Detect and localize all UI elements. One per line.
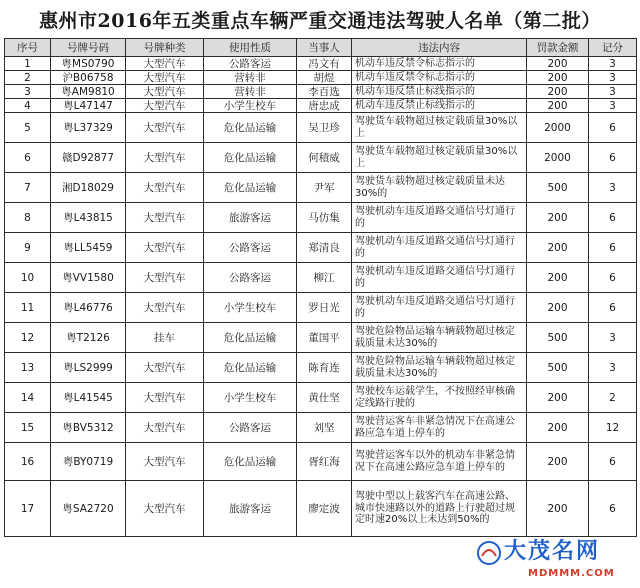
cell-index: 1: [5, 57, 51, 71]
cell-plate-number: 粤MS0790: [51, 57, 126, 71]
header-plate-type: 号牌种类: [126, 39, 204, 57]
cell-fine: 200: [527, 99, 589, 113]
cell-plate-number: 粤SA2720: [51, 481, 126, 537]
cell-driver: 胡煜: [297, 71, 352, 85]
cell-fine: 2000: [527, 113, 589, 143]
cell-usage: 公路客运: [204, 263, 297, 293]
watermark-site-name: 大茂名网: [504, 539, 601, 564]
cell-index: 15: [5, 413, 51, 443]
cell-violation: 驾驶营运客车以外的机动车非紧急情况下在高速公路应急车道上停车的: [352, 443, 527, 481]
cell-index: 8: [5, 203, 51, 233]
cell-index: 16: [5, 443, 51, 481]
cell-violation: 驾驶校车运载学生，不按照经审核确定线路行驶的: [352, 383, 527, 413]
cell-plate-type: 挂车: [126, 323, 204, 353]
cell-plate-number: 粤L41545: [51, 383, 126, 413]
cell-index: 6: [5, 143, 51, 173]
table-row: [5, 71, 637, 85]
cell-fine: 200: [527, 233, 589, 263]
cell-plate-number: 粤BV5312: [51, 413, 126, 443]
cell-plate-number: 粤LL5459: [51, 233, 126, 263]
cell-fine: 200: [527, 383, 589, 413]
cell-driver: 马仿集: [297, 203, 352, 233]
cell-violation: 机动车违反禁止标线指示的: [352, 85, 527, 99]
cell-index: 4: [5, 99, 51, 113]
table-row: [5, 353, 637, 383]
cell-violation: 驾驶机动车违反道路交通信号灯通行的: [352, 233, 527, 263]
cell-violation: 机动车违反禁令标志指示的: [352, 57, 527, 71]
cell-driver: 胥红海: [297, 443, 352, 481]
cell-driver: 董国平: [297, 323, 352, 353]
cell-fine: 200: [527, 413, 589, 443]
cell-index: 13: [5, 353, 51, 383]
cell-driver: 郑清良: [297, 233, 352, 263]
cell-driver: 柳江: [297, 263, 352, 293]
cell-points: 3: [589, 99, 637, 113]
cell-driver: 吴卫珍: [297, 113, 352, 143]
watermark-url: MDMMM.COM: [528, 568, 615, 579]
cell-points: 3: [589, 85, 637, 99]
cell-usage: 危化品运输: [204, 443, 297, 481]
cell-usage: 危化品运输: [204, 323, 297, 353]
cell-violation: 驾驶危险物品运输车辆载物超过核定载质量未达30%的: [352, 353, 527, 383]
cell-driver: 黄仕坚: [297, 383, 352, 413]
cell-index: 10: [5, 263, 51, 293]
header-index: 序号: [5, 39, 51, 57]
cell-fine: 200: [527, 481, 589, 537]
cell-fine: 500: [527, 173, 589, 203]
cell-violation: 驾驶机动车违反道路交通信号灯通行的: [352, 203, 527, 233]
cell-index: 11: [5, 293, 51, 323]
cell-fine: 200: [527, 57, 589, 71]
cell-violation: 驾驶营运客车非紧急情况下在高速公路应急车道上停车的: [352, 413, 527, 443]
cell-plate-number: 赣D92877: [51, 143, 126, 173]
cell-plate-type: 大型汽车: [126, 85, 204, 99]
cell-fine: 200: [527, 293, 589, 323]
table-row: [5, 233, 637, 263]
cell-violation: 驾驶危险物品运输车辆载物超过核定载质量未达30%的: [352, 323, 527, 353]
cell-driver: 李百选: [297, 85, 352, 99]
cell-usage: 危化品运输: [204, 353, 297, 383]
cell-usage: 小学生校车: [204, 383, 297, 413]
cell-usage: 公路客运: [204, 413, 297, 443]
cell-points: 3: [589, 57, 637, 71]
cell-usage: 危化品运输: [204, 113, 297, 143]
cell-points: 3: [589, 173, 637, 203]
cell-points: 6: [589, 263, 637, 293]
cell-index: 14: [5, 383, 51, 413]
cell-violation: 驾驶机动车违反道路交通信号灯通行的: [352, 293, 527, 323]
table-row: [5, 203, 637, 233]
table-row: [5, 293, 637, 323]
cell-plate-number: 粤T2126: [51, 323, 126, 353]
cell-points: 6: [589, 113, 637, 143]
cell-plate-type: 大型汽车: [126, 443, 204, 481]
violators-table: [4, 38, 637, 537]
cell-fine: 2000: [527, 143, 589, 173]
cell-violation: 驾驶货车载物超过核定载质量30%以上: [352, 143, 527, 173]
cell-plate-type: 大型汽车: [126, 293, 204, 323]
table-row: [5, 323, 637, 353]
cell-violation: 机动车违反禁令标志指示的: [352, 71, 527, 85]
cell-violation: 驾驶中型以上载客汽车在高速公路、城市快速路以外的道路上行驶超过规定时速20%以上未达到50%的: [352, 481, 527, 537]
table-body: [5, 57, 637, 537]
cell-driver: 陈育连: [297, 353, 352, 383]
cell-fine: 200: [527, 203, 589, 233]
cell-points: 3: [589, 353, 637, 383]
header-violation: 违法内容: [352, 39, 527, 57]
cell-usage: 危化品运输: [204, 143, 297, 173]
cell-plate-number: 粤L46776: [51, 293, 126, 323]
cell-usage: 营转非: [204, 71, 297, 85]
table-header-row: [5, 39, 637, 57]
table-row: [5, 57, 637, 71]
cell-fine: 200: [527, 85, 589, 99]
cell-plate-number: 粤L43815: [51, 203, 126, 233]
cell-violation: 驾驶机动车违反道路交通信号灯通行的: [352, 263, 527, 293]
cell-usage: 营转非: [204, 85, 297, 99]
cell-index: 17: [5, 481, 51, 537]
cell-plate-number: 粤VV1580: [51, 263, 126, 293]
cell-plate-type: 大型汽车: [126, 481, 204, 537]
cell-usage: 公路客运: [204, 233, 297, 263]
cell-fine: 500: [527, 323, 589, 353]
cell-driver: 刘坚: [297, 413, 352, 443]
cell-points: 3: [589, 323, 637, 353]
cell-usage: 旅游客运: [204, 481, 297, 537]
cell-index: 3: [5, 85, 51, 99]
cell-fine: 200: [527, 263, 589, 293]
cell-points: 6: [589, 203, 637, 233]
cell-usage: 公路客运: [204, 57, 297, 71]
cell-usage: 小学生校车: [204, 293, 297, 323]
cell-plate-type: 大型汽车: [126, 353, 204, 383]
cell-usage: 危化品运输: [204, 173, 297, 203]
cell-plate-type: 大型汽车: [126, 113, 204, 143]
cell-points: 12: [589, 413, 637, 443]
table-row: [5, 143, 637, 173]
cell-plate-number: 粤L47147: [51, 99, 126, 113]
cell-points: 3: [589, 71, 637, 85]
cell-plate-type: 大型汽车: [126, 99, 204, 113]
table-row: [5, 263, 637, 293]
cell-index: 7: [5, 173, 51, 203]
table-row: [5, 383, 637, 413]
cell-driver: 唐忠成: [297, 99, 352, 113]
table-row: [5, 481, 637, 537]
cell-index: 2: [5, 71, 51, 85]
cell-index: 5: [5, 113, 51, 143]
cell-index: 9: [5, 233, 51, 263]
site-watermark: [476, 534, 636, 586]
cell-points: 6: [589, 481, 637, 537]
cell-usage: 旅游客运: [204, 203, 297, 233]
cell-violation: 驾驶货车载物超过核定载质量未达30%的: [352, 173, 527, 203]
cell-plate-number: 粤BY0719: [51, 443, 126, 481]
cell-usage: 小学生校车: [204, 99, 297, 113]
cell-plate-type: 大型汽车: [126, 71, 204, 85]
table-row: [5, 173, 637, 203]
cell-plate-type: 大型汽车: [126, 203, 204, 233]
cell-driver: 冯文有: [297, 57, 352, 71]
cell-driver: 廖定波: [297, 481, 352, 537]
cell-plate-type: 大型汽车: [126, 413, 204, 443]
cell-index: 12: [5, 323, 51, 353]
cell-fine: 500: [527, 353, 589, 383]
header-usage: 使用性质: [204, 39, 297, 57]
table-row: [5, 413, 637, 443]
cell-plate-type: 大型汽车: [126, 57, 204, 71]
cell-points: 6: [589, 143, 637, 173]
cell-plate-type: 大型汽车: [126, 143, 204, 173]
cell-driver: 尹军: [297, 173, 352, 203]
header-plate-number: 号牌号码: [51, 39, 126, 57]
table-row: [5, 443, 637, 481]
table-row: [5, 85, 637, 99]
cell-points: 6: [589, 233, 637, 263]
cell-driver: 何積威: [297, 143, 352, 173]
header-driver: 当事人: [297, 39, 352, 57]
cell-plate-type: 大型汽车: [126, 173, 204, 203]
cell-points: 6: [589, 443, 637, 481]
cell-plate-number: 粤L37329: [51, 113, 126, 143]
header-points: 记分: [589, 39, 637, 57]
site-logo-icon: [476, 540, 502, 566]
table-row: [5, 113, 637, 143]
cell-points: 6: [589, 293, 637, 323]
cell-plate-number: 粤AM9810: [51, 85, 126, 99]
cell-violation: 机动车违反禁止标线指示的: [352, 99, 527, 113]
cell-plate-type: 大型汽车: [126, 233, 204, 263]
header-fine: 罚款金额: [527, 39, 589, 57]
cell-plate-number: 沪B06758: [51, 71, 126, 85]
table-row: [5, 99, 637, 113]
cell-plate-number: 粤LS2999: [51, 353, 126, 383]
cell-fine: 200: [527, 443, 589, 481]
cell-plate-number: 湘D18029: [51, 173, 126, 203]
cell-plate-type: 大型汽车: [126, 383, 204, 413]
cell-driver: 罗日光: [297, 293, 352, 323]
cell-fine: 200: [527, 71, 589, 85]
cell-points: 2: [589, 383, 637, 413]
page-title: 惠州市2016年五类重点车辆严重交通违法驾驶人名单（第二批）: [39, 9, 601, 32]
cell-violation: 驾驶货车载物超过核定载质量30%以上: [352, 113, 527, 143]
cell-plate-type: 大型汽车: [126, 263, 204, 293]
